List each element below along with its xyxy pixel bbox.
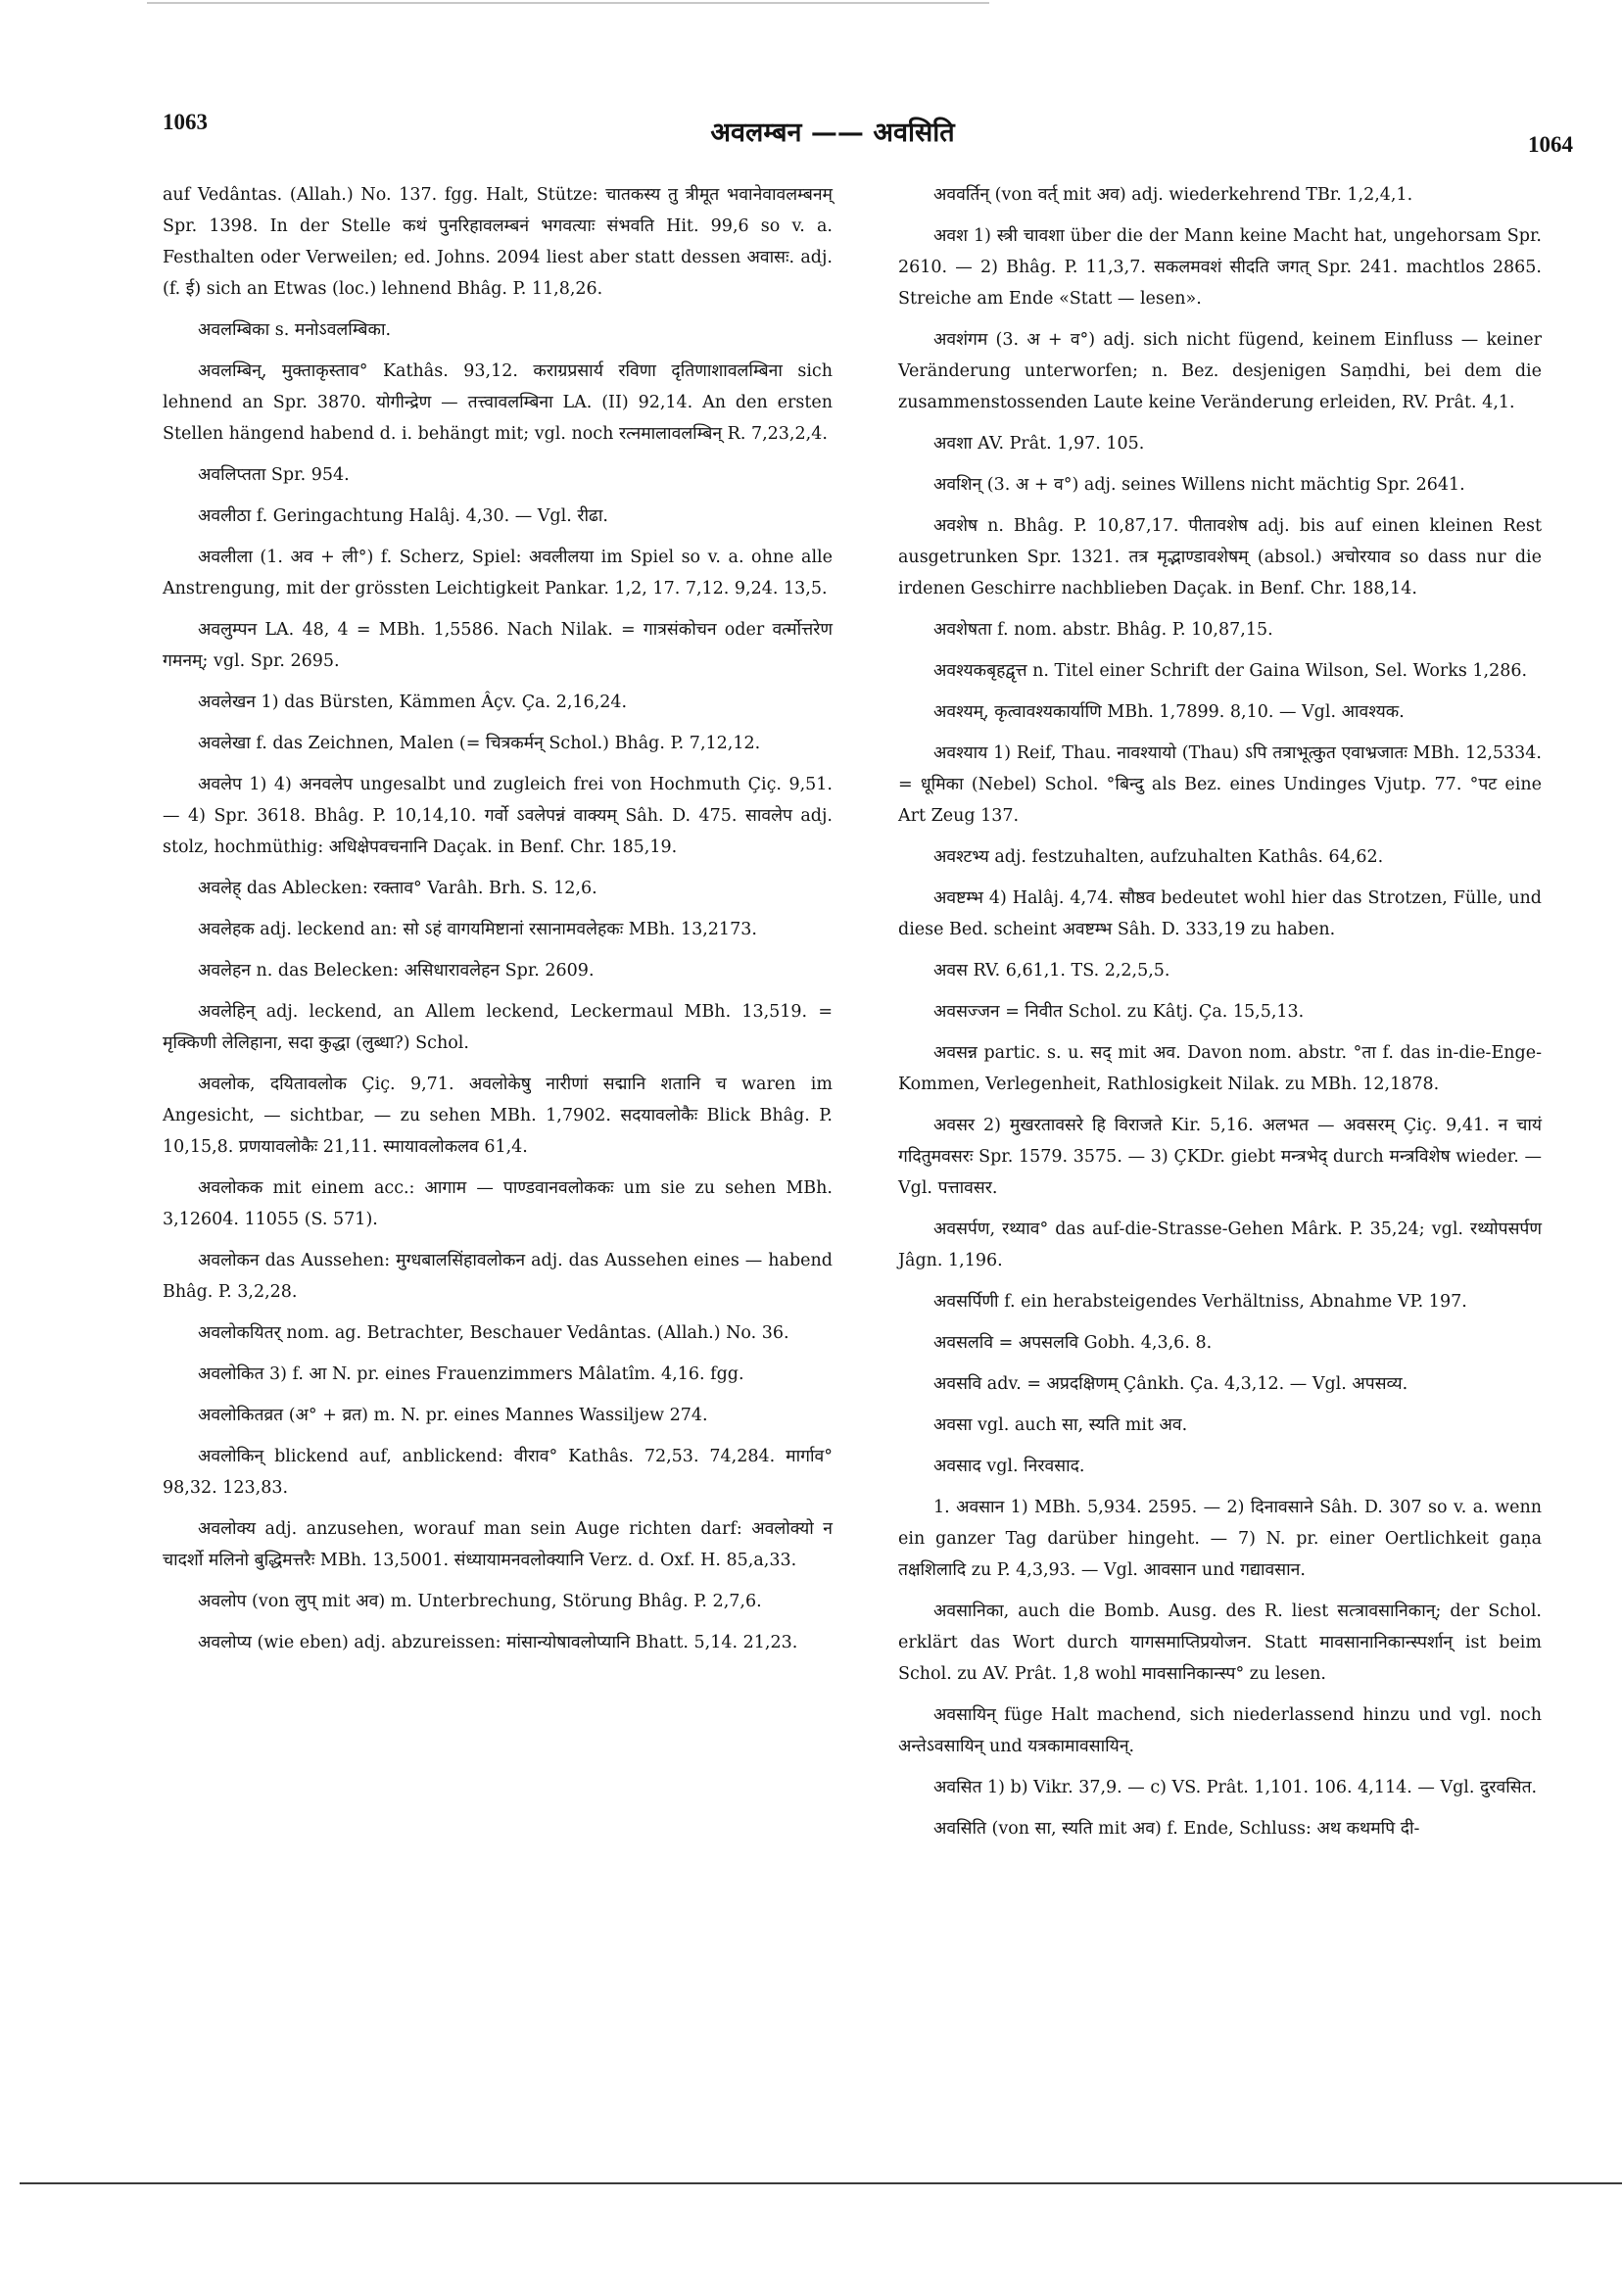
page-number-right: 1064 xyxy=(1528,132,1573,157)
left-entry: अवलम्बिन्, मुक्ताकृस्ताव° Kathâs. 93,12. कराग्रप्रसार्य रविणा दृतिणाशावलम्बिना sich lehnend an Spr. 3870. योगीन्द्रेण — तत्त्वावलम्बिना LA. (II) 92,14. An den ersten Stellen hängend habend d. i. behängt mit; vgl. noch रत्नमालावलम्बिन् R. 7,23,2,4. xyxy=(163,361,833,444)
right-entry: अवसर्पिणी f. ein herabsteigendes Verhältniss, Abnahme VP. 197. xyxy=(933,1292,1467,1312)
right-entry: अवशिन् (3. अ + व°) adj. seines Willens nicht mächtig Spr. 2641. xyxy=(933,475,1465,495)
left-entry: अवलोकक mit einem acc.: आगाम — पाण्डवानवलोककः um sie zu sehen MBh. 3,12604. 11055 (S. 571). xyxy=(163,1178,833,1229)
left-entry: अवलेहन n. das Belecken: असिधारावलेहन Spr. 2609. xyxy=(198,961,595,981)
right-entry: अवसज्जन = निवीत Schol. zu Kâtj. Ça. 15,5,13. xyxy=(933,1002,1305,1022)
left-entry: अवलोकिन् blickend auf, anblickend: वीराव° Kathâs. 72,53. 74,284. मार्गाव° 98,32. 123,83. xyxy=(163,1447,833,1498)
left-entry: अवलोकितव्रत (अ° + व्रत) m. N. pr. eines Mannes Wassiljew 274. xyxy=(198,1406,708,1425)
left-entry: अवलोकयितर् nom. ag. Betrachter, Beschauer Vedântas. (Allah.) No. 36. xyxy=(198,1323,789,1343)
right-entry: अवशेष n. Bhâg. P. 10,87,17. पीतावशेष adj. bis auf einen kleinen Rest ausgetrunken Spr. 1321. तत्र मृद्भाण्डावशेषम् (absol.) अचोरयाव so dass nur die irdenen Geschirre nachblieben Daçak. in Benf. Chr. 188,14. xyxy=(898,516,1542,598)
right-entry: अवस RV. 6,61,1. TS. 2,2,5,5. xyxy=(933,961,1170,981)
left-entry: अवलोकन das Aussehen: मुग्धबालसिंहावलोकन adj. das Aussehen eines — habend Bhâg. P. 3,2,28. xyxy=(163,1251,833,1302)
left-entry: auf Vedântas. (Allah.) No. 137. fgg. Halt, Stütze: चातकस्य तु त्रीमूत भवानेवावलम्बनम् Spr. 1398. In der Stelle कथं पुनरिहावलम्बनं भगवत्याः संभवति Hit. 99,6 so v. a. Festhalten oder Verweilen; ed. Johns. 2094 liest aber statt dessen अवासः. adj. (f. ई) sich an Etwas (loc.) lehnend Bhâg. P. 11,8,26. xyxy=(163,185,833,299)
left-entry: अवलेहिन् adj. leckend, an Allem leckend, Leckermaul MBh. 13,519. = मृक्किणी लेलिहाना, सदा कुद्धा (लुब्धा?) Schol. xyxy=(163,1002,833,1053)
right-entry: अववर्तिन् (von वर्त् mit अव) adj. wiederkehrend TBr. 1,2,4,1. xyxy=(933,185,1413,205)
right-entry: अवसा vgl. auch सा, स्यति mit अव. xyxy=(933,1415,1188,1435)
right-entry: अवसायिन् füge Halt machend, sich niederlassend hinzu und vgl. noch अन्तेऽवसायिन् und यत्रकामावसायिन्. xyxy=(898,1705,1542,1756)
right-entry: अवश्याय 1) Reif, Thau. नावश्यायो (Thau) ऽपि तत्राभूत्कुत एवाभ्रजातः MBh. 12,5334. = धूमिका (Nebel) Schol. °बिन्दु als Bez. eines Undinges Vjutp. 77. °पट eine Art Zeug 137. xyxy=(898,743,1542,826)
right-entry: अवश्यम्, कृत्वावश्यकार्याणि MBh. 1,7899. 8,10. — Vgl. आवश्यक. xyxy=(933,702,1405,722)
left-entry: अवलुम्पन LA. 48, 4 = MBh. 1,5586. Nach Nilak. = गात्रसंकोचन oder वर्त्मोत्तरेण गमनम्; vgl. Spr. 2695. xyxy=(163,620,833,671)
right-entry: अवसवि adv. = अप्रदक्षिणम् Çânkh. Ça. 4,3,12. — Vgl. अपसव्य. xyxy=(933,1374,1408,1394)
right-entry: अवसित 1) b) Vikr. 37,9. — c) VS. Prât. 1,101. 106. 4,114. — Vgl. दुरवसित. xyxy=(933,1778,1538,1797)
left-entry: अवलिप्तता Spr. 954. xyxy=(198,465,350,485)
scan-edge-line xyxy=(147,2,989,4)
left-entry: अवलेहक adj. leckend an: सो ऽहं वागयमिष्टानां रसानामवलेहकः MBh. 13,2173. xyxy=(198,920,757,939)
right-entry: अवसन्न partic. s. u. सद् mit अव. Davon nom. abstr. °ता f. das in-die-Enge-Kommen, Verlegenheit, Rathlosigkeit Nilak. zu MBh. 12,1878. xyxy=(898,1043,1542,1094)
left-entry: अवलोक, दयितावलोक Çiç. 9,71. अवलोकेषु नारीणां सद्मानि शतानि च waren im Angesicht, — sichtbar, — zu sehen MBh. 1,7902. सदयावलोकैः Blick Bhâg. P. 10,15,8. प्रणयावलोकैः 21,11. स्मायावलोकलव 61,4. xyxy=(163,1075,833,1157)
right-entry: अवसर 2) मुखरतावसरे हि विराजते Kir. 5,16. अलभत — अवसरम् Çiç. 9,41. न चायं गदितुमवसरः Spr. 1579. 3575. — 3) ÇKDr. giebt मन्त्रभेद् durch मन्त्रविशेष wieder. — Vgl. पत्तावसर. xyxy=(898,1116,1542,1198)
left-entry: अवलीला (1. अव + ली°) f. Scherz, Spiel: अवलीलया im Spiel so v. a. ohne alle Anstrengung, mit der grössten Leichtigkeit Pankar. 1,2, 17. 7,12. 9,24. 13,5. xyxy=(163,548,833,598)
right-entry: अवसिति (von सा, स्यति mit अव) f. Ende, Schluss: अथ कथमपि दी- xyxy=(933,1819,1420,1839)
right-entry: अवशंगम (3. अ + व°) adj. sich nicht fügend, keinem Einfluss — keiner Veränderung unterworfen; n. Bez. desjenigen Saṃdhi, bei dem die zusammenstossenden Laute keine Veränderung erleiden, RV. Prât. 4,1. xyxy=(898,330,1542,412)
left-entry: अवलोप्य (wie eben) adj. abzureissen: मांसान्योषावलोप्यानि Bhatt. 5,14. 21,23. xyxy=(198,1633,798,1652)
right-entry: अवश 1) स्त्री चावशा über die der Mann keine Macht hat, ungehorsam Spr. 2610. — 2) Bhâg. P. 11,3,7. सकलमवशं सीदति जगत् Spr. 241. machtlos 2865. Streiche am Ende «Statt — lesen». xyxy=(898,226,1542,309)
left-entry: अवलोकित 3) f. आ N. pr. eines Frauenzimmers Mâlatîm. 4,16. fgg. xyxy=(198,1364,744,1384)
right-entry: अवसाद vgl. निरवसाद. xyxy=(933,1457,1085,1476)
right-entry: अवसलवि = अपसलवि Gobh. 4,3,6. 8. xyxy=(933,1333,1213,1353)
page-header: अवलम्बन —— अवसिति xyxy=(710,118,955,148)
right-entry: अवश्टभ्य adj. festzuhalten, aufzuhalten Kathâs. 64,62. xyxy=(933,847,1384,867)
right-entry: अवसर्पण, रथ्याव° das auf-die-Strasse-Gehen Mârk. P. 35,24; vgl. रथ्योपसर्पण Jâgn. 1,196. xyxy=(898,1220,1542,1270)
left-column xyxy=(163,179,833,1658)
right-entry: अवसानिका, auch die Bomb. Ausg. des R. liest सत्त्रावसानिकान्; der Schol. erklärt das Wort durch यागसमाप्तिप्रयोजन. Statt मावसानानिकान्स्पर्शान् ist beim Schol. zu AV. Prât. 1,8 wohl मावसानिकान्स्प° zu lesen. xyxy=(898,1602,1542,1684)
right-column xyxy=(898,179,1542,1844)
left-entry: अवलेप 1) 4) अनवलेप ungesalbt und zugleich frei von Hochmuth Çiç. 9,51. — 4) Spr. 3618. Bhâg. P. 10,14,10. गर्वो ऽवलेपन्नं वाक्यम् Sâh. D. 475. सावलेप adj. stolz, hochmüthig: अधिक्षेपवचनानि Daçak. in Benf. Chr. 185,19. xyxy=(163,775,833,857)
right-entry: अवष्टम्भ 4) Halâj. 4,74. सौष्ठव bedeutet wohl hier das Strotzen, Fülle, und diese Bed. scheint अवष्टम्भ Sâh. D. 333,19 zu haben. xyxy=(898,888,1542,939)
page-number-left: 1063 xyxy=(163,110,208,134)
left-entry: अवलम्बिका s. मनोऽवलम्बिका. xyxy=(198,320,392,340)
bottom-rule xyxy=(20,2182,1622,2184)
right-entry: अवशेषता f. nom. abstr. Bhâg. P. 10,87,15. xyxy=(933,620,1273,640)
left-entry: अवलोप (von लुप् mit अव) m. Unterbrechung, Störung Bhâg. P. 2,7,6. xyxy=(198,1592,762,1611)
left-entry: अवलेखा f. das Zeichnen, Malen (= चित्रकर्मन् Schol.) Bhâg. P. 7,12,12. xyxy=(198,734,761,753)
left-entry: अवलेह् das Ablecken: रक्ताव° Varâh. Brh. S. 12,6. xyxy=(198,879,597,898)
left-entry: अवलीठा f. Geringachtung Halâj. 4,30. — Vgl. रीढा. xyxy=(198,506,608,526)
right-entry: अवश्यकबृहद्वृत्त n. Titel einer Schrift der Gaina Wilson, Sel. Works 1,286. xyxy=(933,661,1528,681)
left-entry: अवलोक्य adj. anzusehen, worauf man sein Auge richten darf: अवलोक्यो न चादर्शो मलिनो बुद्धिमत्तरैः MBh. 13,5001. संध्यायामनवलोक्यानि Verz. d. Oxf. H. 85,a,33. xyxy=(163,1519,833,1570)
right-entry: 1. अवसान 1) MBh. 5,934. 2595. — 2) दिनावसाने Sâh. D. 307 so v. a. wenn ein ganzer Tag darüber hingeht. — 7) N. pr. einer Oertlichkeit gaṇa तक्षशिलादि zu P. 4,3,93. — Vgl. आवसान und गद्यावसान. xyxy=(898,1498,1542,1580)
right-entry: अवशा AV. Prât. 1,97. 105. xyxy=(933,434,1145,454)
left-entry: अवलेखन 1) das Bürsten, Kämmen Âçv. Ça. 2,16,24. xyxy=(198,693,628,712)
